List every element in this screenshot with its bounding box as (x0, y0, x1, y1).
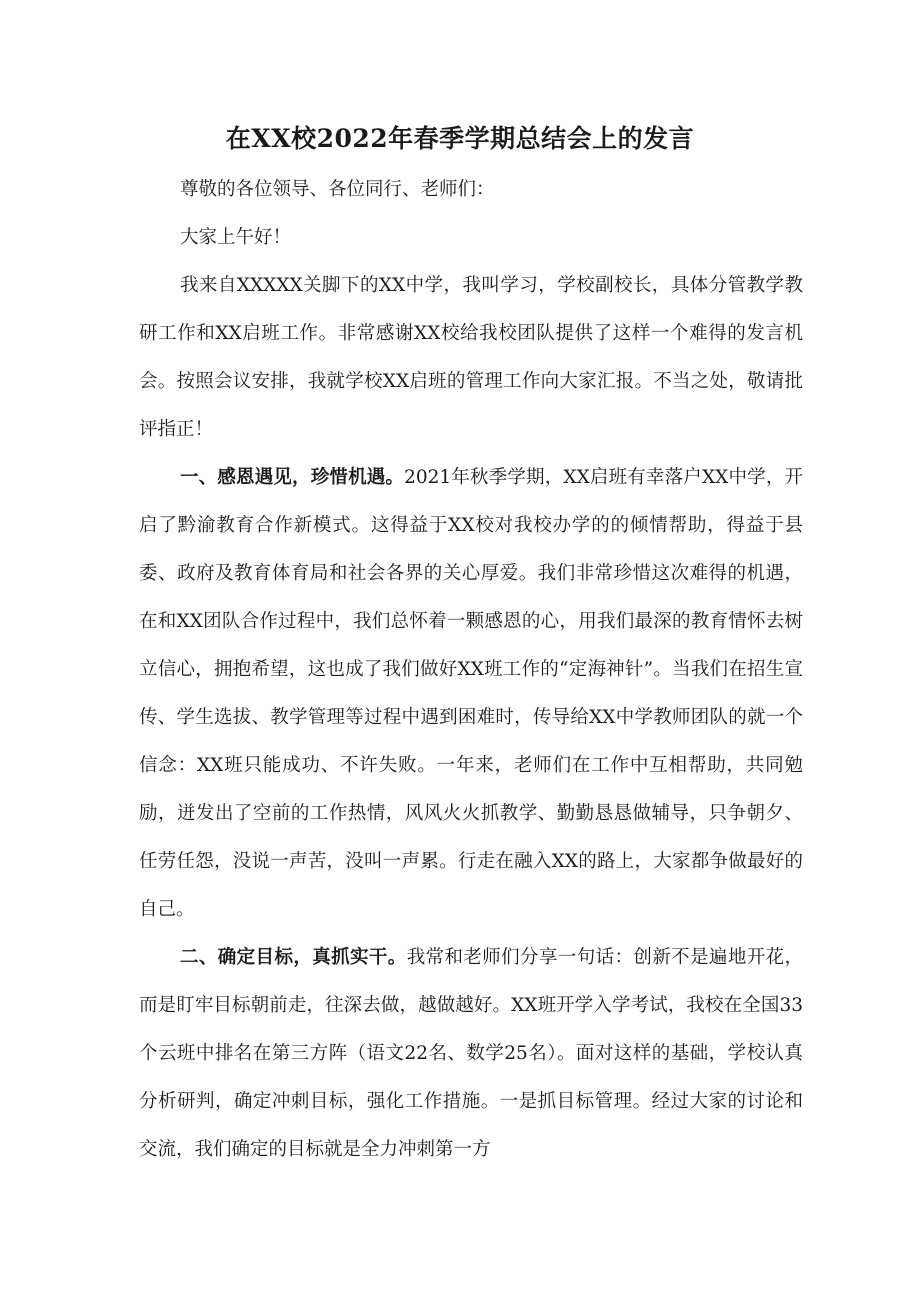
section-2-heading: 二、确定目标，真抓实干。 (180, 947, 407, 968)
salutation: 尊敬的各位领导、各位同行、老师们： (180, 179, 495, 200)
intro-paragraph: 我来自XXXXX关脚下的XX中学，我叫学习，学校副校长，具体分管教学教研工作和XX启班工作。非常感谢XX校给我校团队提供了这样一个难得的发言机会。按照会议安排，我就学校XX启班的管理工作向大家汇报。不当之处，敬请批评指正！ (139, 275, 803, 440)
section-2-text: 我常和老师们分享一句话：创新不是遍地开花，而是盯牢目标朝前走，往深去做，越做越好。XX班开学入学考试，我校在全国33个云班中排名在第三方阵（语文22名、数学25名）。面对这样的基础，学校认真分析研判，确定冲刺目标，强化工作措施。一是抓目标管理。经过大家的讨论和交流，我们确定的目标就是全力冲刺第一方 (139, 947, 803, 1160)
section-2-paragraph (139, 934, 803, 1174)
document-title: 在XX校2022年春季学期总结会上的发言 (225, 124, 695, 153)
section-1-paragraph (139, 454, 803, 934)
greeting: 大家上午好！ (180, 227, 292, 248)
section-1-text: 2021年秋季学期，XX启班有幸落户XX中学，开启了黔渝教育合作新模式。这得益于XX校对我校办学的的倾情帮助，得益于县委、政府及教育体育局和社会各界的关心厚爱。我们非常珍惜这次难得的机遇，在和XX团队合作过程中，我们总怀着一颗感恩的心，用我们最深的教育情怀去树立信心，拥抱希望，这也成了我们做好XX班工作的“定海神针”。当我们在招生宣传、学生选拔、教学管理等过程中遇到困难时，传导给XX中学教师团队的就一个信念：XX班只能成功、不许失败。一年来，老师们在工作中互相帮助，共同勉励，迸发出了空前的工作热情，风风火火抓教学、勤勤恳恳做辅导，只争朝夕、任劳任怨，没说一声苦，没叫一声累。行走在融入XX的路上，大家都争做最好的自己。 (139, 467, 803, 920)
document-body (139, 166, 803, 1174)
section-1-heading: 一、感恩遇见，珍惜机遇。 (180, 467, 405, 488)
